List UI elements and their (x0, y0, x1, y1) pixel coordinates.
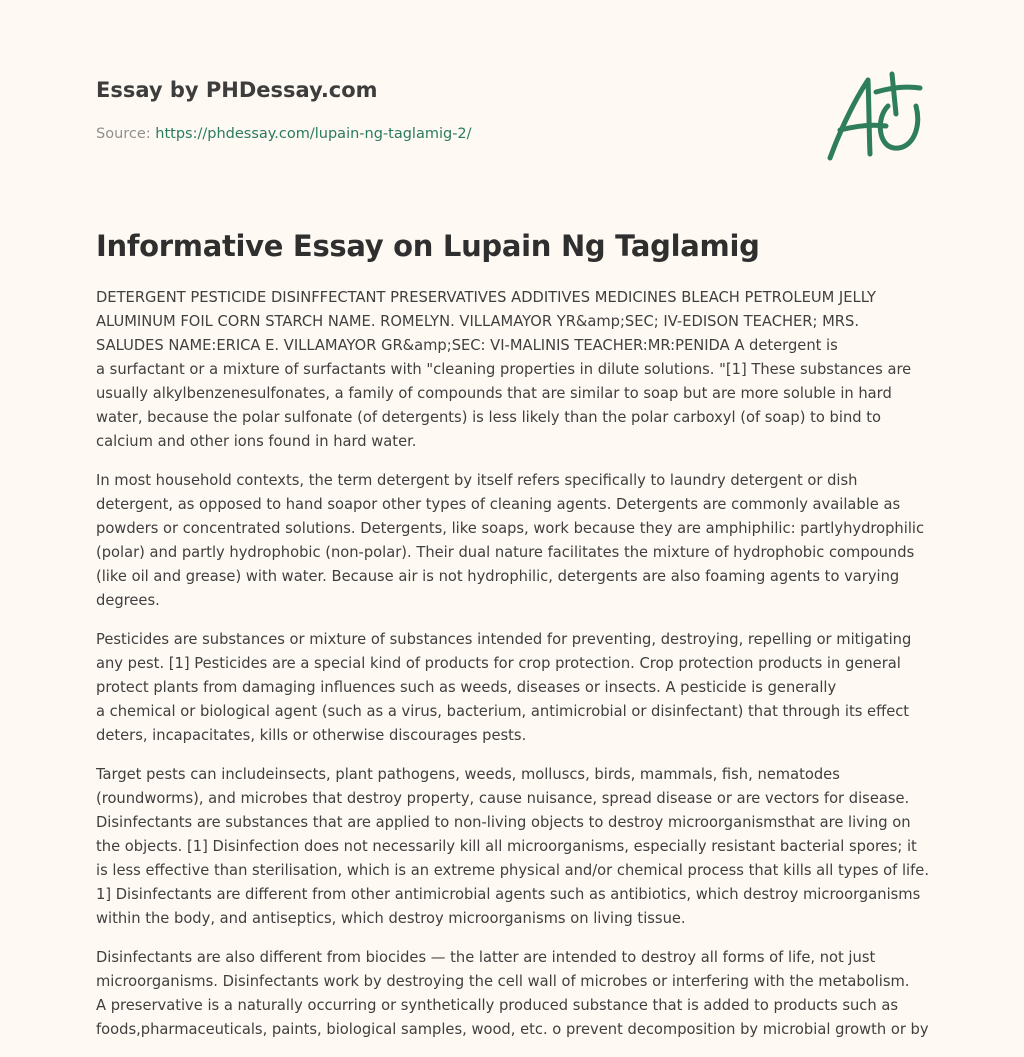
source-label: Source: (96, 126, 151, 142)
essay-body (96, 286, 931, 1057)
source-line (96, 124, 796, 144)
essay-title: Informative Essay on Lupain Ng Taglamig (96, 229, 760, 263)
essay-paragraph: Pesticides are substances or mixture of substances intended for preventing, destroying, repelling or mitigating any pest. [1] Pesticides are a special kind of products for crop protection. Crop protection products in general protect plants from damaging influences such as weeds, diseases or insects. A pesticide is generally a chemical or biological agent (such as a virus, bacterium, antimicrobial or disinfectant) that through its effect deters, incapacitates, kills or otherwise discourages pests. (96, 631, 912, 744)
document-header (96, 76, 796, 144)
essay-paragraph: Disinfectants are also different from biocides — the latter are intended to destroy all forms of life, not just microorganisms. Disinfectants work by destroying the cell wall of microbes or interfering with the metabolism. A preservative is a naturally occurring or synthetically produced substance that is added to products such as foods,pharmaceuticals, paints, biological samples, wood, etc. o prevent decomposition by microbial growth or by (96, 949, 929, 1038)
essay-paragraph: In most household contexts, the term detergent by itself refers specifically to laundry detergent or dish detergent, as opposed to hand soapor other types of cleaning agents. Detergents are commonly available as powders or concentrated solutions. Detergents, like soaps, work because they are amphiphilic: partlyhydrophilic (polar) and partly hydrophobic (non-polar). Their dual nature facilitates the mixture of hydrophobic compounds (like oil and grease) with water. Because air is not hydrophilic, detergents are also foaming agents to varying degrees. (96, 472, 925, 609)
a-plus-logo-icon (822, 66, 928, 166)
site-brand: Essay by PHDessay.com (96, 78, 378, 102)
essay-paragraph: DETERGENT PESTICIDE DISINFFECTANT PRESERVATIVES ADDITIVES MEDICINES BLEACH PETROLEUM JELLY ALUMINUM FOIL CORN STARCH NAME. ROMELYN. VILLAMAYOR YR&amp;SEC; IV-EDISON TEACHER; MRS. SALUDES NAME:ERICA E. VILLAMAYOR GR&amp;SEC: VI-MALINIS TEACHER:MR:PENIDA A detergent is a surfactant or a mixture of surfactants with "cleaning properties in dilute solutions. "[1] These substances are usually alkylbenzenesulfonates, a family of compounds that are similar to soap but are more soluble in hard water, because the polar sulfonate (of detergents) is less likely than the polar carboxyl (of soap) to bind to calcium and other ions found in hard water. (96, 289, 912, 450)
source-link[interactable]: https://phdessay.com/lupain-ng-taglamig-2/ (155, 126, 472, 142)
essay-paragraph: Target pests can includeinsects, plant pathogens, weeds, molluscs, birds, mammals, fish, nematodes (roundworms), and microbes that destroy property, cause nuisance, spread disease or are vectors for disease. Disinfectants are substances that are applied to non-living objects to destroy microorganismsthat are living on the objects. [1] Disinfection does not necessarily kill all microorganisms, especially resistant bacterial spores; it is less effective than sterilisation, which is an extreme physical and/or chemical process that kills all types of life. 1] Disinfectants are different from other antimicrobial agents such as antibiotics, which destroy microorganisms within the body, and antiseptics, which destroy microorganisms on living tissue. (96, 766, 930, 927)
